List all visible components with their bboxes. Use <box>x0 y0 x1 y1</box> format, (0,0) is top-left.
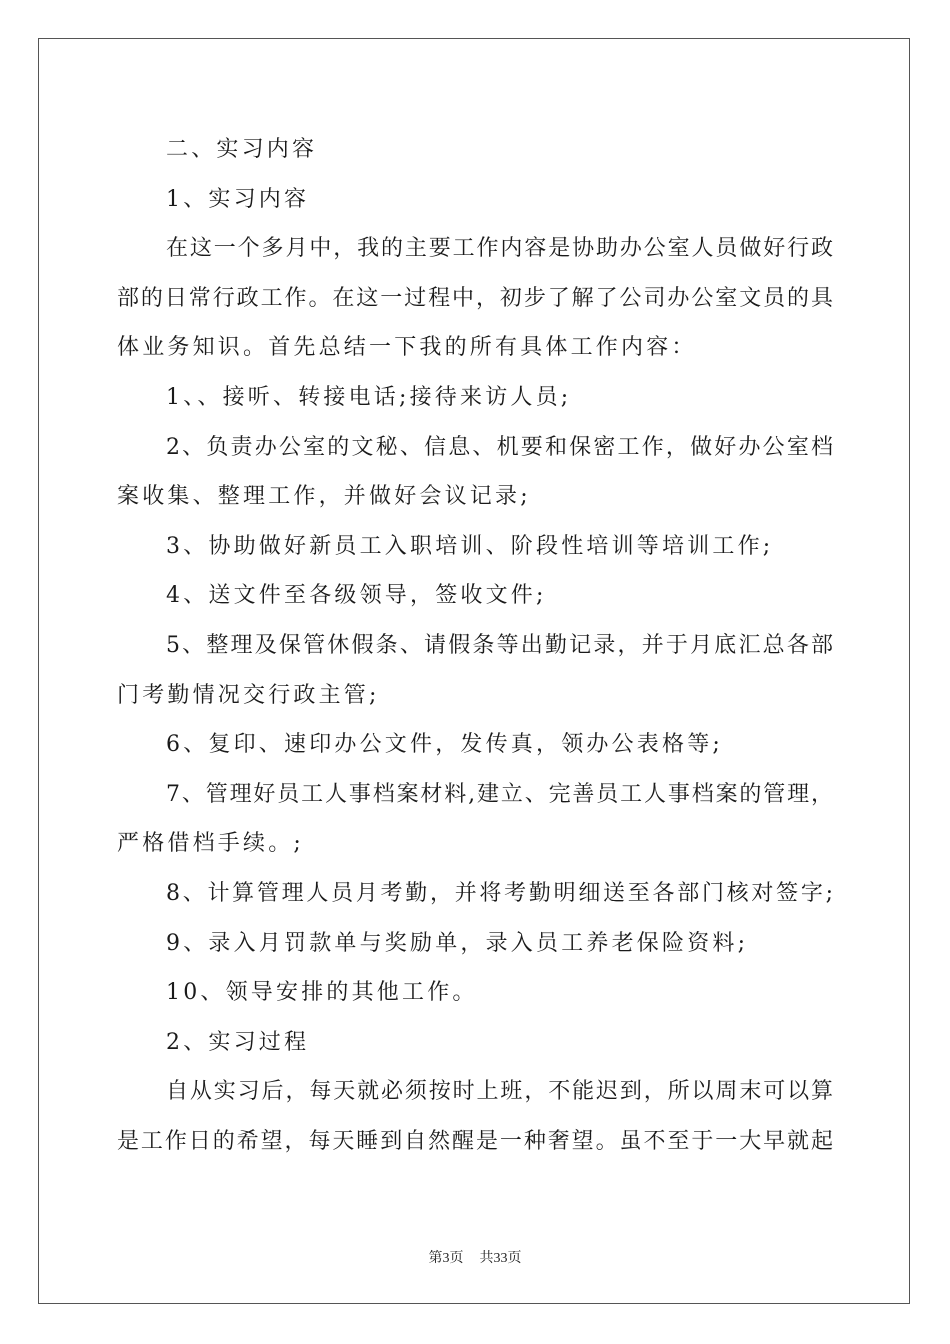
list-item: 10、领导安排的其他工作。 <box>166 980 478 1006</box>
list-item: 5、整理及保管休假条、请假条等出勤记录，并于月底汇总各部 <box>166 632 833 658</box>
document-body <box>117 125 833 1166</box>
list-item: 6、复印、速印办公文件，发传真，领办公表格等; <box>166 732 724 758</box>
page-number: 第3页 <box>428 1251 464 1266</box>
list-item: 9、录入月罚款单与奖励单，录入员工养老保险资料; <box>166 930 749 956</box>
paragraph-line: 自从实习后，每天就必须按时上班，不能迟到，所以周末可以算 <box>166 1079 833 1105</box>
page-total: 共33页 <box>479 1251 522 1266</box>
list-item: 8、计算管理人员月考勤，并将考勤明细送至各部门核对签字; <box>166 880 833 906</box>
list-item: 1、、接听、转接电话;接待来访人员; <box>166 384 572 410</box>
paragraph-line: 在这一个多月中，我的主要工作内容是协助办公室人员做好行政 <box>166 236 833 262</box>
subsection-heading: 2、实习过程 <box>166 1029 310 1055</box>
list-item: 3、协助做好新员工入职培训、阶段性培训等培训工作; <box>166 533 774 559</box>
paragraph-line: 是工作日的希望，每天睡到自然醒是一种奢望。虽不至于一大早就起 <box>117 1128 833 1154</box>
list-item: 7、管理好员工人事档案材料,建立、完善员工人事档案的管理， <box>166 781 833 807</box>
list-item: 4、送文件至各级领导，签收文件; <box>166 583 547 609</box>
list-item-continuation: 严格借档手续。; <box>117 831 305 857</box>
section-heading: 二、实习内容 <box>166 137 318 162</box>
page-footer <box>0 1247 950 1267</box>
list-item-continuation: 门考勤情况交行政主管; <box>117 682 380 708</box>
subsection-heading: 1、实习内容 <box>166 186 310 212</box>
paragraph-line: 部的日常行政工作。在这一过程中，初步了解了公司办公室文员的具 <box>117 285 833 311</box>
list-item-continuation: 案收集、整理工作，并做好会议记录; <box>117 484 531 510</box>
paragraph-line: 体业务知识。首先总结一下我的所有具体工作内容： <box>117 335 697 361</box>
list-item: 2、负责办公室的文秘、信息、机要和保密工作，做好办公室档 <box>166 434 833 460</box>
